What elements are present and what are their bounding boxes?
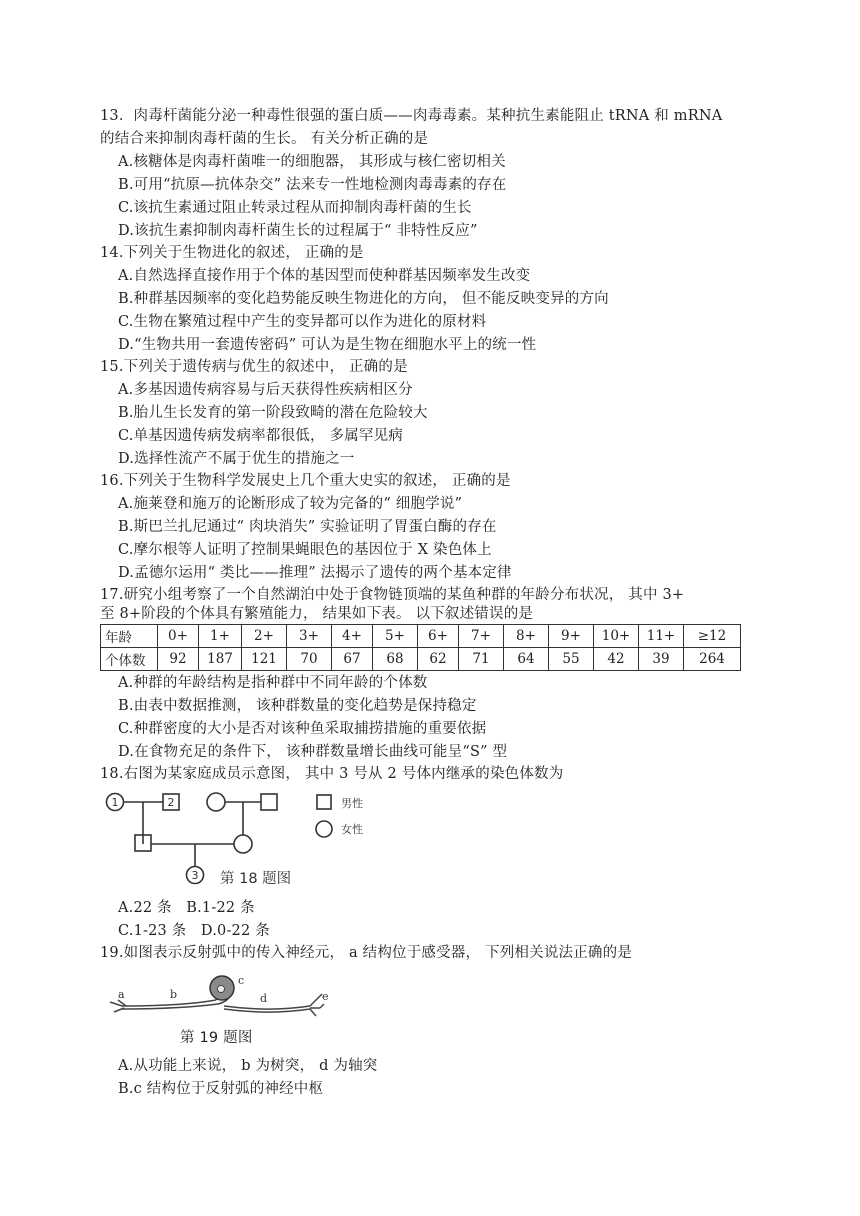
legend-male-label: 男性 [341,797,363,810]
q13-option-b: B.可用“抗原—抗体杂交” 法来专一性地检测肉毒毒素的存在 [118,177,507,193]
table-cell: 9+ [549,625,594,648]
table-cell: 7+ [459,625,504,648]
q18-options-ab: A.22 条 B.1-22 条 [118,900,255,916]
q19-stem: 19.如图表示反射弧中的传入神经元， a 结构位于感受器， 下列相关说法正确的是 [100,945,633,961]
q17-option-a: A.种群的年龄结构是指种群中不同年龄的个体数 [118,675,428,691]
q15-option-c: C.单基因遗传病发病率都很低， 多属罕见病 [118,428,403,444]
male-symbol [261,794,277,810]
neuron-label-e: e [322,990,329,1003]
female-symbol [234,835,252,853]
pedigree-number-1: 1 [111,796,119,809]
table-row-label: 个体数 [101,648,158,671]
figure-18-caption: 第 18 题图 [220,871,292,887]
table-cell: 11+ [639,625,684,648]
neuron-figure [104,968,344,1030]
nucleus-shape [218,986,225,993]
q19-option-a: A.从功能上来说， b 为树突， d 为轴突 [118,1058,378,1074]
table-cell: 4+ [332,625,373,648]
q15-option-d: D.选择性流产不属于优生的措施之一 [118,451,355,467]
table-cell: 1+ [199,625,242,648]
table-cell: 121 [242,648,287,671]
table-cell: 6+ [418,625,459,648]
table-cell: 71 [459,648,504,671]
q16-stem: 16.下列关于生物科学发展史上几个重大史实的叙述， 正确的是 [100,473,511,489]
table-cell: 10+ [594,625,639,648]
q18-options-cd: C.1-23 条 D.0-22 条 [118,923,270,939]
q19-option-b: B.c 结构位于反射弧的神经中枢 [118,1081,324,1097]
q13-option-a: A.核糖体是肉毒杆菌唯一的细胞器， 其形成与核仁密切相关 [118,154,506,170]
q16-option-a: A.施莱登和施万的论断形成了较为完备的“ 细胞学说” [118,496,463,512]
table-cell: 2+ [242,625,287,648]
pedigree-figure [96,788,396,896]
q17-option-d: D.在食物充足的条件下， 该种群数量增长曲线可能呈“S” 型 [118,744,508,760]
q14-option-d: D.“生物共用一套遗传密码” 可认为是生物在细胞水平上的统一性 [118,337,537,353]
q15-option-a: A.多基因遗传病容易与后天获得性疾病相区分 [118,382,413,398]
q16-option-c: C.摩尔根等人证明了控制果蝇眼色的基因位于 X 染色体上 [118,542,492,558]
table-cell: 39 [639,648,684,671]
pedigree-number-3: 3 [191,869,199,882]
table-cell: 55 [549,648,594,671]
q13-option-c: C.该抗生素通过阻止转录过程从而抑制肉毒杆菌的生长 [118,200,472,216]
table-cell: 264 [684,648,741,671]
neuron-label-b: b [170,988,178,1001]
table-cell: ≥12 [684,625,741,648]
q17-option-b: B.由表中数据推测， 该种群数量的变化趋势是保持稳定 [118,698,477,714]
table-row-label: 年龄 [101,625,158,648]
table-cell: 70 [287,648,332,671]
table-cell: 187 [199,648,242,671]
q15-stem: 15.下列关于遗传病与优生的叙述中， 正确的是 [100,359,408,375]
q17-stem-line1: 17.研究小组考察了一个自然湖泊中处于食物链顶端的某鱼种群的年龄分布状况， 其中 3+ [100,587,685,603]
q14-option-c: C.生物在繁殖过程中产生的变异都可以作为进化的原材料 [118,314,487,330]
q17-stem-line2: 至 8+阶段的个体具有繁殖能力， 结果如下表。 以下叙述错误的是 [100,606,534,622]
table-cell: 62 [418,648,459,671]
table-row-ages [101,625,741,648]
q13-stem-line1: 13．肉毒杆菌能分泌一种毒性很强的蛋白质——肉毒毒素。某种抗生素能阻止 tRNA 和 mRNA [100,108,723,124]
table-cell: 5+ [373,625,418,648]
table-cell: 67 [332,648,373,671]
q13-stem-line2: 的结合来抑制肉毒杆菌的生长。 有关分析正确的是 [100,131,429,147]
table-cell: 8+ [504,625,549,648]
table-cell: 0+ [158,625,199,648]
table-cell: 92 [158,648,199,671]
neuron-label-d: d [260,992,268,1005]
q16-option-d: D.孟德尔运用“ 类比——推理” 法揭示了遗传的两个基本定律 [118,565,512,581]
q18-stem: 18.右图为某家庭成员示意图， 其中 3 号从 2 号体内继承的染色体数为 [100,766,564,782]
legend-male-icon [317,795,331,809]
table-cell: 42 [594,648,639,671]
q14-stem: 14.下列关于生物进化的叙述， 正确的是 [100,245,364,261]
table-cell: 68 [373,648,418,671]
female-symbol [207,793,225,811]
q13-option-d: D.该抗生素抑制肉毒杆菌生长的过程属于“ 非特性反应” [118,223,478,239]
table-cell: 64 [504,648,549,671]
q17-option-c: C.种群密度的大小是否对该种鱼采取捕捞措施的重要依据 [118,721,487,737]
legend-female-label: 女性 [341,823,363,836]
q15-option-b: B.胎儿生长发育的第一阶段致畸的潜在危险较大 [118,405,428,421]
neuron-label-a: a [118,988,125,1001]
q14-option-a: A.自然选择直接作用于个体的基因型而使种群基因频率发生改变 [118,268,531,284]
figure-19-caption: 第 19 题图 [180,1030,253,1046]
table-row-counts [101,648,741,671]
q14-option-b: B.种群基因频率的变化趋势能反映生物进化的方向， 但不能反映变异的方向 [118,291,609,307]
legend-female-icon [316,821,332,837]
neuron-label-c: c [238,974,245,987]
age-distribution-table [100,624,741,671]
table-cell: 3+ [287,625,332,648]
q16-option-b: B.斯巴兰扎尼通过“ 肉块消失” 实验证明了胃蛋白酶的存在 [118,519,497,535]
pedigree-number-2: 2 [167,796,175,809]
